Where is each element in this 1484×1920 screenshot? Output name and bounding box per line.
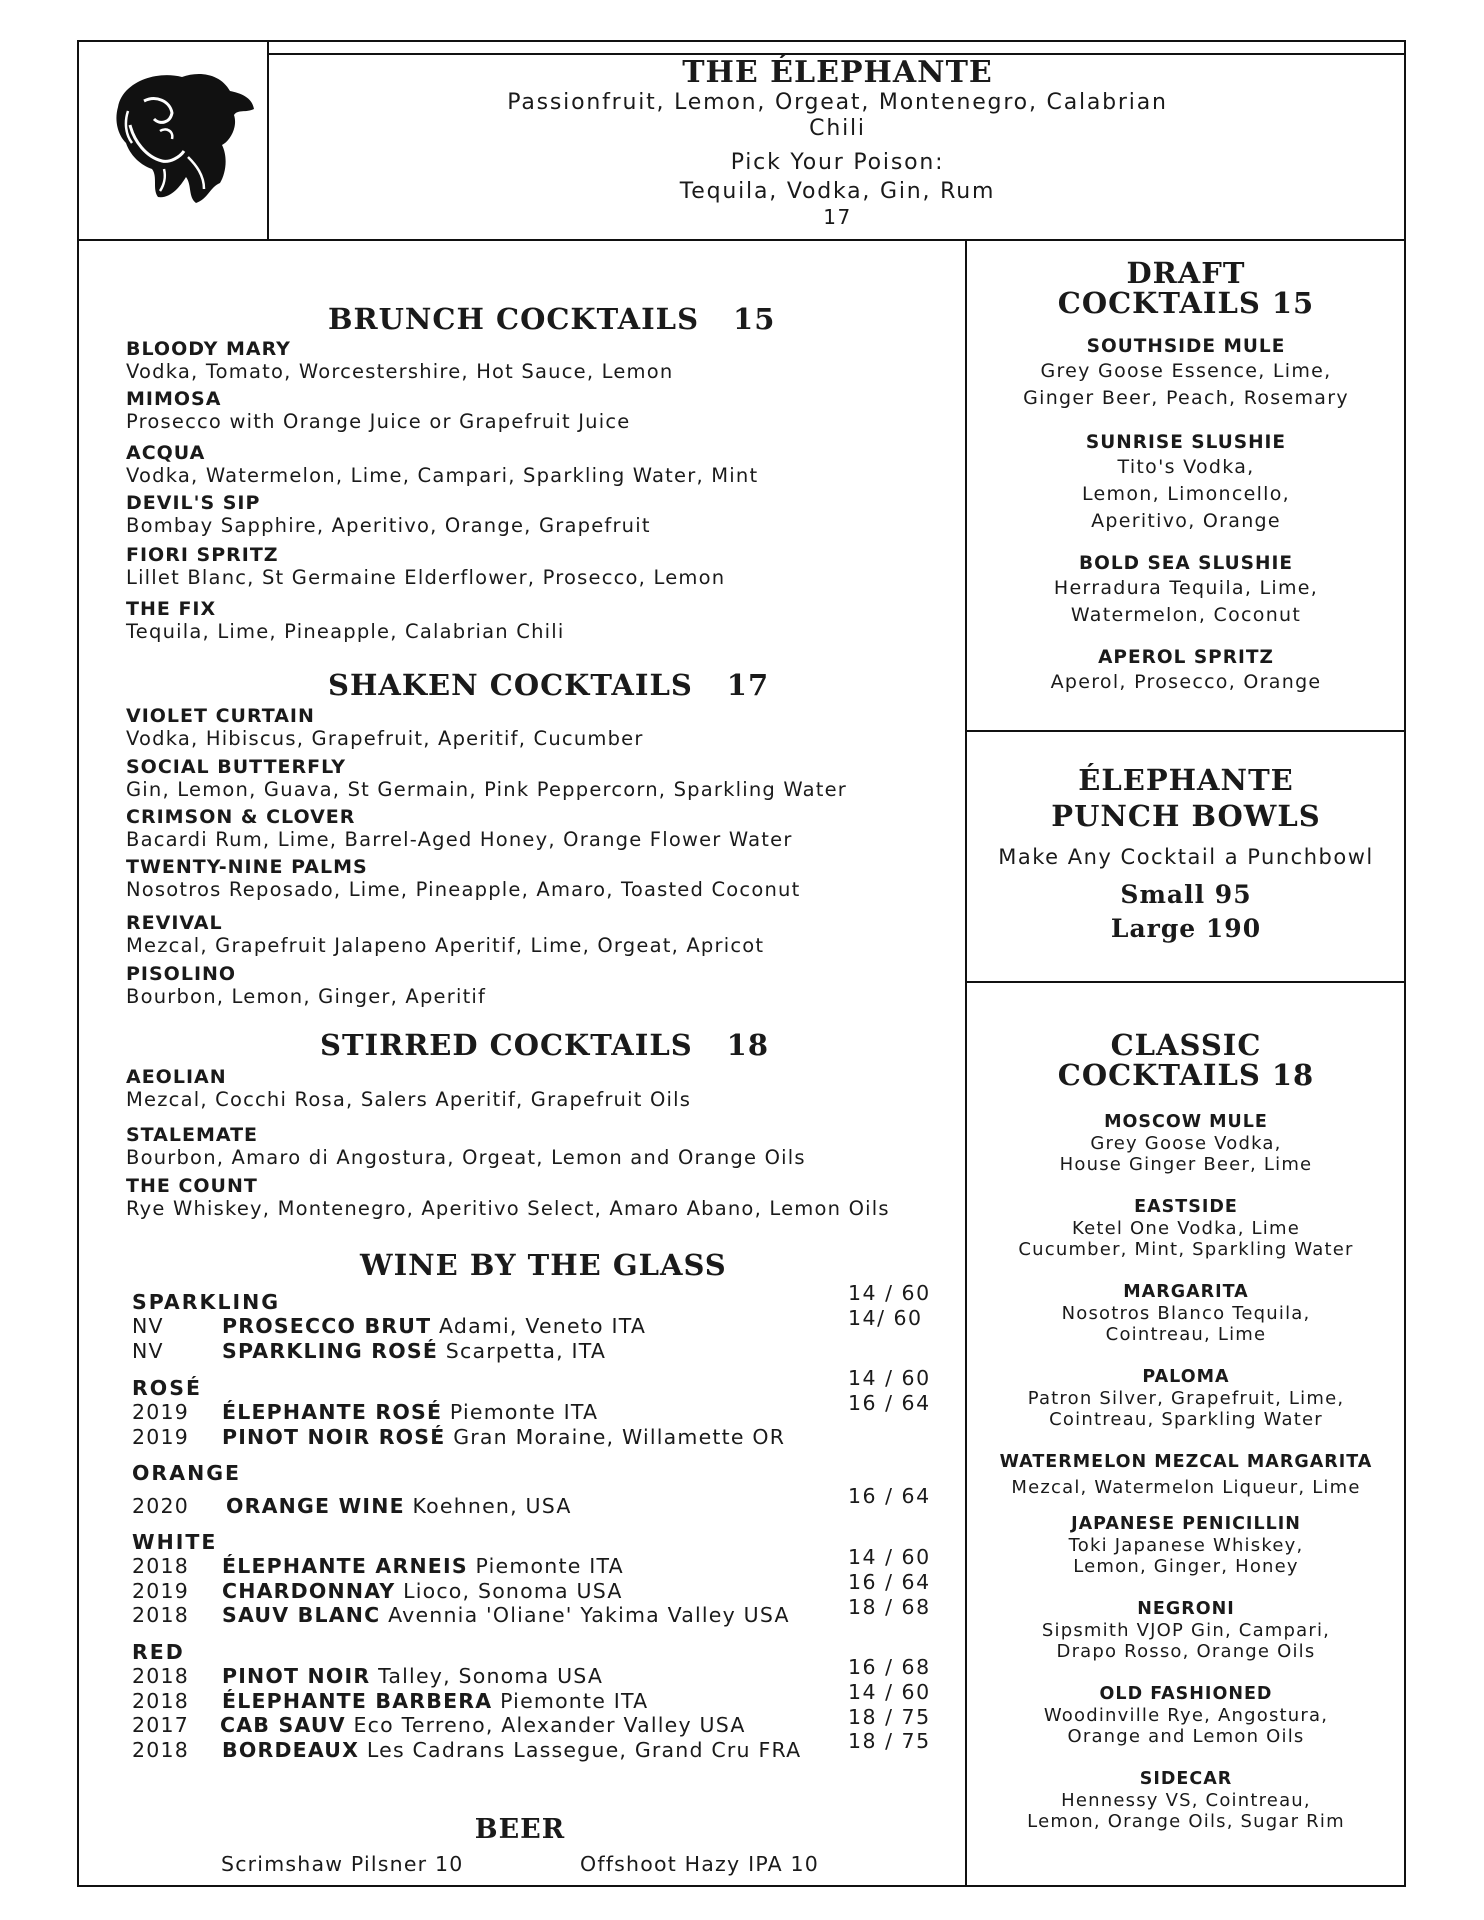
wine-year: 2017 [132, 1713, 189, 1737]
item-name: VIOLET CURTAIN [126, 705, 315, 727]
item-name: EASTSIDE [1134, 1197, 1238, 1217]
item-desc: Bombay Sapphire, Aperitivo, Orange, Grapefruit [126, 514, 651, 537]
wine-name: ÉLEPHANTE ARNEIS [222, 1554, 468, 1578]
item-desc: Bourbon, Lemon, Ginger, Aperitif [126, 985, 487, 1008]
item-desc: Woodinville Rye, Angostura, [1043, 1705, 1329, 1726]
wine-year: 2018 [132, 1738, 189, 1762]
item-desc: Lemon, Limoncello, [1082, 483, 1290, 505]
wine-detail: Talley, Sonoma USA [370, 1664, 604, 1688]
item-name: PALOMA [1142, 1367, 1230, 1387]
list-item [966, 553, 1406, 629]
item-desc: Lemon, Ginger, Honey [1073, 1556, 1299, 1577]
punch-title [966, 762, 1406, 834]
item-name: FIORI SPRITZ [126, 544, 279, 566]
wine-row [132, 1713, 746, 1738]
item-desc: Watermelon, Coconut [1070, 604, 1302, 626]
wine-price: 14 / 60 [848, 1366, 931, 1390]
draft-title-line: DRAFT [1126, 256, 1246, 290]
draft-bottom-rule [965, 730, 1406, 732]
wine-price: 18 / 68 [848, 1595, 931, 1619]
shaken-title [328, 668, 769, 702]
list-item [126, 963, 946, 1008]
item-name: AEOLIAN [126, 1066, 227, 1088]
list-item [126, 442, 946, 492]
list-item [966, 432, 1406, 535]
stirred-title [320, 1028, 769, 1062]
item-desc: Tito's Vodka, [1117, 456, 1255, 478]
wine-title: WINE BY THE GLASS [360, 1248, 727, 1282]
wine-detail: Piemonte ITA [467, 1554, 624, 1578]
brunch-title [328, 302, 775, 336]
list-item [126, 705, 946, 756]
item-desc: Rye Whiskey, Montenegro, Aperitivo Select, Amaro Abano, Lemon Oils [126, 1197, 890, 1220]
wine-row [132, 1339, 606, 1364]
wine-detail: Scarpetta, ITA [438, 1339, 607, 1363]
item-desc: Gin, Lemon, Guava, St Germain, Pink Peppercorn, Sparkling Water [126, 778, 848, 801]
wine-year: NV [132, 1314, 164, 1338]
wine-row [132, 1579, 623, 1604]
list-item [966, 1452, 1406, 1498]
wine-price: 14 / 60 [848, 1680, 931, 1704]
list-item [126, 598, 946, 643]
wine-year: 2019 [132, 1579, 189, 1603]
wine-detail: Les Cadrans Lassegue, Grand Cru FRA [359, 1738, 802, 1762]
wine-year: 2019 [132, 1400, 189, 1424]
item-desc: Aperol, Prosecco, Orange [1050, 671, 1322, 693]
item-desc: Orange and Lemon Oils [1067, 1726, 1305, 1747]
wine-name: PINOT NOIR [222, 1664, 371, 1688]
item-desc: Mezcal, Watermelon Liqueur, Lime [1011, 1477, 1361, 1498]
item-desc: Vodka, Hibiscus, Grapefruit, Aperitif, Cucumber [126, 727, 644, 750]
wine-head-white: WHITE [132, 1530, 218, 1554]
stirred-price: 18 [726, 1028, 770, 1062]
wine-year: 2018 [132, 1689, 189, 1713]
item-name: NEGRONI [1137, 1599, 1235, 1619]
wine-detail: Piemonte ITA [442, 1400, 599, 1424]
punch-bottom-rule [965, 981, 1406, 983]
item-name: SIDECAR [1139, 1769, 1233, 1789]
wine-detail: Gran Moraine, Willamette OR [445, 1425, 786, 1449]
item-name: SOUTHSIDE MULE [1086, 336, 1286, 357]
wine-row [132, 1554, 624, 1579]
list-item [126, 492, 946, 544]
item-name: PISOLINO [126, 963, 237, 985]
wine-row [132, 1603, 790, 1628]
list-item [126, 388, 946, 442]
item-desc: Nosotros Blanco Tequila, [1061, 1303, 1311, 1324]
wine-price: 14 / 60 [848, 1545, 931, 1569]
item-name: MARGARITA [1123, 1282, 1249, 1302]
wine-name: ORANGE WINE [226, 1494, 405, 1518]
wine-price: 18 / 75 [848, 1705, 931, 1729]
list-item [966, 1769, 1406, 1832]
item-name: DEVIL'S SIP [126, 492, 261, 514]
item-desc: Lillet Blanc, St Germaine Elderflower, Prosecco, Lemon [126, 566, 726, 589]
wine-row [132, 1400, 598, 1425]
stirred-title-text: STIRRED COCKTAILS [320, 1028, 693, 1062]
brunch-price: 15 [733, 302, 776, 336]
wine-price: 16 / 64 [848, 1391, 931, 1415]
wine-head-orange: ORANGE [132, 1461, 242, 1485]
stirred-list [126, 1066, 966, 1220]
list-item [966, 647, 1406, 696]
wine-price: 14/ 60 [848, 1306, 923, 1330]
header-block [269, 56, 1406, 228]
punch-title-line: ÉLEPHANTE [1078, 763, 1294, 797]
punch-subtitle: Make Any Cocktail a Punchbowl [998, 845, 1374, 869]
wine-price: 16 / 64 [848, 1484, 931, 1508]
punch-large-price: Large 190 [1110, 914, 1262, 943]
item-desc: Vodka, Watermelon, Lime, Campari, Sparkling Water, Mint [126, 464, 759, 487]
wine-row [132, 1664, 603, 1689]
classic-section [966, 1030, 1406, 1832]
item-name: ACQUA [126, 442, 206, 464]
list-item [966, 1282, 1406, 1345]
wine-detail: Eco Terreno, Alexander Valley USA [345, 1713, 746, 1737]
wine-price: 16 / 64 [848, 1570, 931, 1594]
classic-title [966, 1030, 1406, 1090]
list-item [966, 336, 1406, 412]
wine-row [132, 1738, 801, 1763]
item-desc: Ketel One Vodka, Lime [1072, 1218, 1300, 1239]
wine-head-rose: ROSÉ [132, 1376, 202, 1400]
brunch-title-text: BRUNCH COCKTAILS [328, 302, 700, 336]
shaken-title-text: SHAKEN COCKTAILS [328, 668, 693, 702]
draft-title [966, 258, 1406, 318]
item-name: SUNRISE SLUSHIE [1085, 432, 1287, 453]
wine-year: 2019 [132, 1425, 189, 1449]
wine-name: ÉLEPHANTE BARBERA [222, 1689, 493, 1713]
wine-head-red: RED [132, 1640, 185, 1664]
item-desc: Grey Goose Vodka, [1090, 1133, 1282, 1154]
list-item [126, 1124, 966, 1175]
list-item [126, 338, 946, 388]
item-desc: Bacardi Rum, Lime, Barrel-Aged Honey, Orange Flower Water [126, 828, 793, 851]
item-name: OLD FASHIONED [1099, 1684, 1273, 1704]
item-desc: Hennessy VS, Cointreau, [1061, 1790, 1311, 1811]
list-item [126, 856, 946, 912]
list-item [126, 756, 946, 806]
header-spirits: Tequila, Vodka, Gin, Rum [679, 179, 996, 204]
item-name: SOCIAL BUTTERFLY [126, 756, 347, 778]
list-item [966, 1197, 1406, 1260]
list-item [126, 1066, 966, 1124]
item-desc: Herradura Tequila, Lime, [1053, 577, 1319, 599]
wine-year: NV [132, 1339, 164, 1363]
shaken-price: 17 [726, 668, 770, 702]
punch-title-line: PUNCH BOWLS [1051, 799, 1321, 833]
list-item [126, 544, 946, 598]
item-name: TWENTY-NINE PALMS [126, 856, 368, 878]
item-name: JAPANESE PENICILLIN [1071, 1514, 1301, 1534]
item-name: MIMOSA [126, 388, 222, 410]
wine-head-sparkling: SPARKLING [132, 1290, 281, 1314]
wine-year: 2018 [132, 1664, 189, 1688]
wine-price: 14 / 60 [848, 1281, 931, 1305]
wine-name: CHARDONNAY [222, 1579, 396, 1603]
wine-detail: Adami, Veneto ITA [431, 1314, 647, 1338]
item-name: MOSCOW MULE [1104, 1112, 1268, 1132]
item-desc: Tequila, Lime, Pineapple, Calabrian Chili [126, 620, 565, 643]
elephant-logo-icon [100, 65, 260, 215]
wine-name: SAUV BLANC [222, 1603, 381, 1627]
item-desc: Bourbon, Amaro di Angostura, Orgeat, Lemon and Orange Oils [126, 1146, 806, 1169]
list-item [126, 806, 946, 856]
header-desc-line1: Passionfruit, Lemon, Orgeat, Montenegro, Calabrian [507, 90, 1168, 115]
classic-title-line: CLASSIC [1110, 1028, 1262, 1062]
item-desc: Cucumber, Mint, Sparkling Water [1018, 1239, 1354, 1260]
header-title: THE ÉLEPHANTE [682, 55, 993, 90]
punch-section [966, 762, 1406, 946]
punch-small-price: Small 95 [1120, 880, 1252, 909]
wine-price: 18 / 75 [848, 1729, 931, 1753]
shaken-list [126, 705, 946, 1008]
item-desc: Vodka, Tomato, Worcestershire, Hot Sauce, Lemon [126, 360, 674, 383]
wine-detail: Koehnen, USA [404, 1494, 572, 1518]
item-name: BOLD SEA SLUSHIE [1079, 553, 1293, 574]
item-name: REVIVAL [126, 912, 223, 934]
list-item [126, 912, 946, 963]
item-desc: Mezcal, Grapefruit Jalapeno Aperitif, Lime, Orgeat, Apricot [126, 934, 765, 957]
wine-name: ÉLEPHANTE ROSÉ [222, 1400, 443, 1424]
item-desc: Grey Goose Essence, Lime, [1040, 360, 1332, 382]
item-desc: Nosotros Reposado, Lime, Pineapple, Amaro, Toasted Coconut [126, 878, 801, 901]
item-desc: Mezcal, Cocchi Rosa, Salers Aperitif, Grapefruit Oils [126, 1088, 692, 1111]
wine-price: 16 / 68 [848, 1655, 931, 1679]
item-name: BLOODY MARY [126, 338, 291, 360]
classic-title-line: COCKTAILS 18 [1057, 1058, 1315, 1092]
list-item [966, 1514, 1406, 1577]
brunch-list [126, 338, 946, 643]
item-name: THE COUNT [126, 1175, 258, 1197]
item-desc: Cointreau, Lime [1105, 1324, 1267, 1345]
list-item [966, 1367, 1406, 1430]
header-bottom-rule [77, 239, 1406, 241]
item-desc: Aperitivo, Orange [1091, 510, 1281, 532]
item-desc: Prosecco with Orange Juice or Grapefruit Juice [126, 410, 631, 433]
list-item [966, 1684, 1406, 1747]
item-desc: Sipsmith VJOP Gin, Campari, [1041, 1620, 1331, 1641]
header-price: 17 [823, 205, 852, 229]
wine-name: SPARKLING ROSÉ [222, 1339, 439, 1363]
header-desc-line2: Chili [809, 116, 866, 141]
item-name: STALEMATE [126, 1124, 259, 1146]
wine-row [132, 1689, 648, 1714]
wine-detail: Lioco, Sonoma USA [395, 1579, 623, 1603]
wine-name: BORDEAUX [222, 1738, 360, 1762]
wine-row [132, 1314, 646, 1339]
wine-row [132, 1425, 785, 1450]
item-desc: Toki Japanese Whiskey, [1068, 1535, 1304, 1556]
wine-year: 2018 [132, 1554, 189, 1578]
item-name: THE FIX [126, 598, 217, 620]
item-name: APEROL SPRITZ [1098, 647, 1274, 668]
item-desc: Lemon, Orange Oils, Sugar Rim [1027, 1811, 1345, 1832]
list-item [966, 1112, 1406, 1175]
item-desc: Drapo Rosso, Orange Oils [1056, 1641, 1316, 1662]
header-pick-label: Pick Your Poison: [730, 150, 945, 175]
wine-year: 2020 [132, 1494, 189, 1518]
item-desc: Cointreau, Sparkling Water [1049, 1409, 1323, 1430]
draft-section [966, 258, 1406, 696]
beer-item: Offshoot Hazy IPA 10 [580, 1852, 819, 1876]
list-item [966, 1599, 1406, 1662]
item-desc: Ginger Beer, Peach, Rosemary [1023, 387, 1349, 409]
wine-detail: Piemonte ITA [492, 1689, 649, 1713]
wine-name: PROSECCO BRUT [222, 1314, 432, 1338]
item-desc: House Ginger Beer, Lime [1059, 1154, 1313, 1175]
beer-item: Scrimshaw Pilsner 10 [221, 1852, 464, 1876]
beer-title: BEER [474, 1814, 566, 1845]
item-name: CRIMSON & CLOVER [126, 806, 356, 828]
wine-row [132, 1494, 572, 1519]
wine-detail: Avennia 'Oliane' Yakima Valley USA [380, 1603, 790, 1627]
wine-name: CAB SAUV [220, 1713, 346, 1737]
item-desc: Patron Silver, Grapefruit, Lime, [1027, 1388, 1345, 1409]
draft-title-line: COCKTAILS 15 [1057, 286, 1315, 320]
item-name: WATERMELON MEZCAL MARGARITA [999, 1452, 1373, 1472]
wine-name: PINOT NOIR ROSÉ [222, 1425, 446, 1449]
wine-year: 2018 [132, 1603, 189, 1627]
list-item [126, 1175, 966, 1220]
